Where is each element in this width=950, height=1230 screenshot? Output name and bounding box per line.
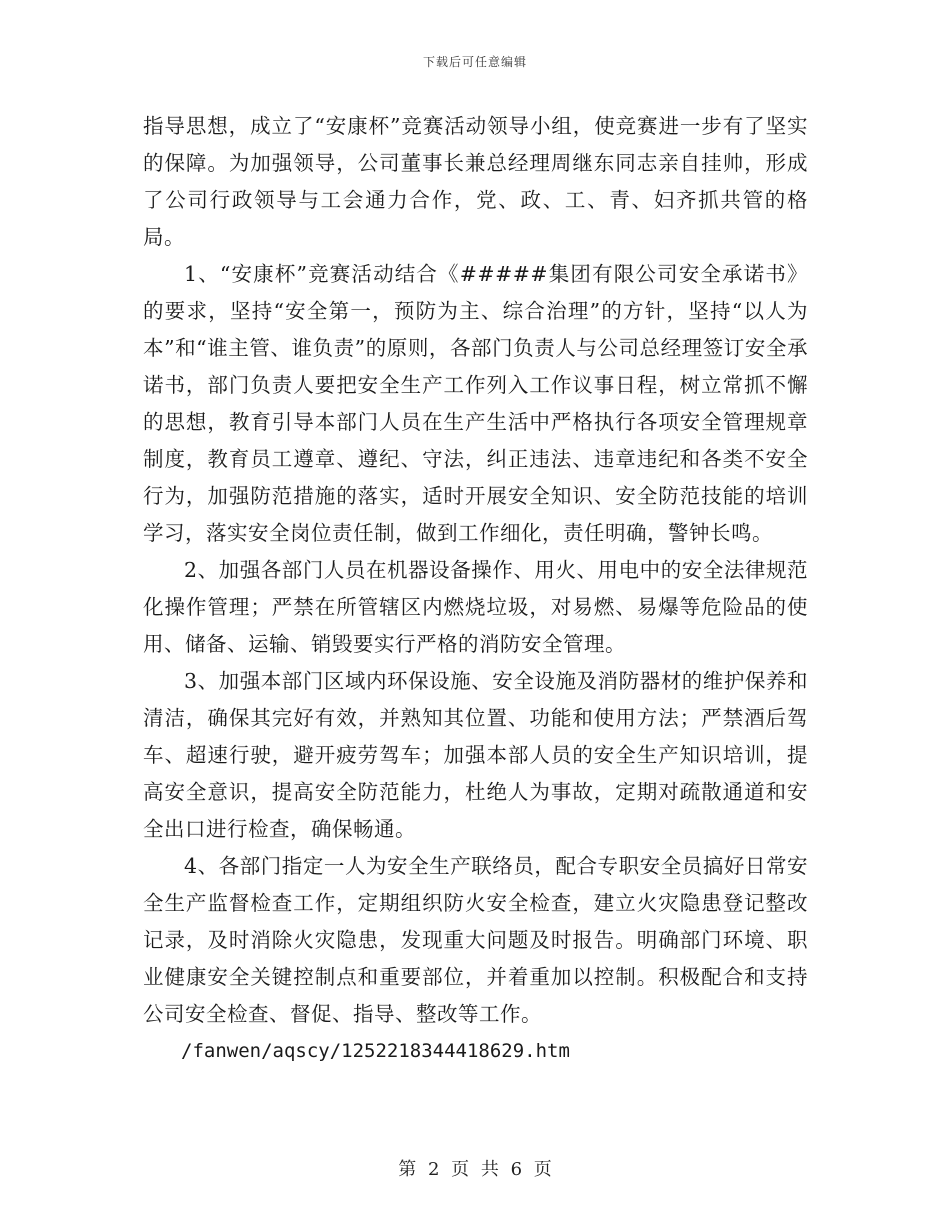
page-number: 第 2 页 共 6 页 xyxy=(398,1159,552,1180)
document-body xyxy=(143,108,808,1070)
paragraph-item-1: 1、“安康杯”竞赛活动结合《#####集团有限公司安全承诺书》的要求，坚持“安全第一，预防为主、综合治理”的方针，坚持“以人为本”和“谁主管、谁负责”的原则，各部门负责人与公司总经理签订安全承诺书，部门负责人要把安全生产工作列入工作议事日程，树立常抓不懈的思想，教育引导本部门人员在生产生活中严格执行各项安全管理规章制度，教育员工遵章、遵纪、守法，纠正违法、违章违纪和各类不安全行为，加强防范措施的落实，适时开展安全知识、安全防范技能的培训学习，落实安全岗位责任制，做到工作细化，责任明确，警钟长鸣。 xyxy=(143,262,808,545)
page-header: 下载后可任意编辑 xyxy=(422,55,527,69)
source-url: /fanwen/aqscy/1252218344418629.htm xyxy=(181,1040,570,1062)
paragraph-item-3: 3、加强本部门区域内环保设施、安全设施及消防器材的维护保养和清洁，确保其完好有效，并熟知其位置、功能和使用方法；严禁酒后驾车、超速行驶，避开疲劳驾车；加强本部人员的安全生产知识培训，提高安全意识，提高安全防范能力，杜绝人为事故，定期对疏散通道和安全出口进行检查，确保畅通。 xyxy=(143,669,808,841)
paragraph-intro: 指导思想，成立了“安康杯”竞赛活动领导小组，使竞赛进一步有了坚实的保障。为加强领导，公司董事长兼总经理周继东同志亲自挂帅，形成了公司行政领导与工会通力合作，党、政、工、青、妇齐抓共管的格局。 xyxy=(143,114,808,249)
paragraph-item-4: 4、各部门指定一人为安全生产联络员，配合专职安全员搞好日常安全生产监督检查工作，定期组织防火安全检查，建立火灾隐患登记整改记录，及时消除火灾隐患，发现重大问题及时报告。明确部门环境、职业健康安全关键控制点和重要部位，并着重加以控制。积极配合和支持公司安全检查、督促、指导、整改等工作。 xyxy=(143,854,808,1026)
paragraph-item-2: 2、加强各部门人员在机器设备操作、用火、用电中的安全法律规范化操作管理；严禁在所管辖区内燃烧垃圾，对易燃、易爆等危险品的使用、储备、运输、销毁要实行严格的消防安全管理。 xyxy=(143,558,808,656)
